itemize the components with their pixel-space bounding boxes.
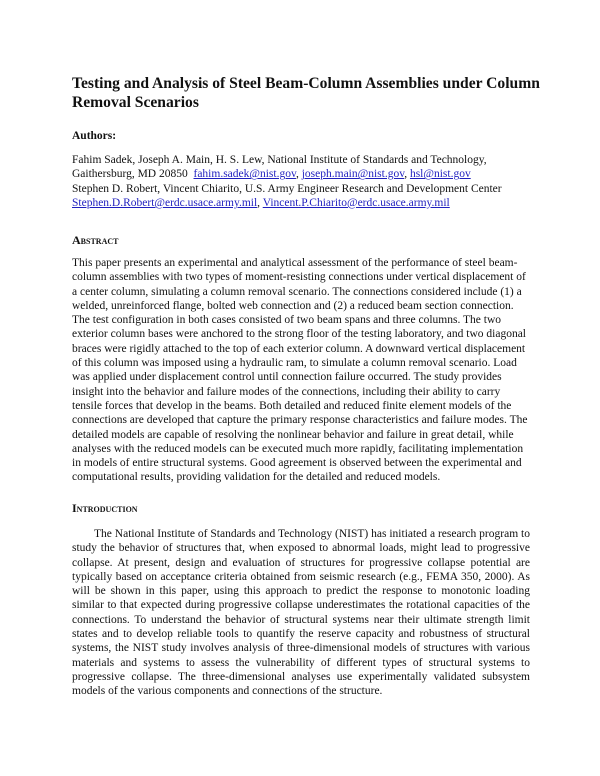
email-link[interactable]: Vincent.P.Chiarito@erdc.usace.army.mil bbox=[262, 196, 450, 209]
affiliation-line-1: Fahim Sadek, Joseph A. Main, H. S. Lew, National Institute of Standards and Technology, bbox=[72, 154, 487, 166]
email-link[interactable]: joseph.main@nist.gov bbox=[301, 168, 405, 181]
affiliation-line-4: Stephen.D.Robert@erdc.usace.army.mil, Vincent.P.Chiarito@erdc.usace.army.mil bbox=[72, 196, 450, 209]
author-affiliations bbox=[72, 153, 542, 210]
paper-title: Testing and Analysis of Steel Beam-Column Assemblies under Column Removal Scenarios bbox=[72, 75, 540, 111]
email-link[interactable]: fahim.sadek@nist.gov bbox=[193, 168, 296, 181]
abstract-heading: Abstract bbox=[72, 233, 119, 247]
affiliation-line-3: Stephen D. Robert, Vincent Chiarito, U.S. Army Engineer Research and Development Center bbox=[72, 182, 502, 195]
introduction-text: The National Institute of Standards and Technology (NIST) has initiated a research program to study the behavior of structures that, when exposed to abnormal loads, might lead to progressive collapse. At present, design and evaluation of structures for progressive collapse potential are typically based on acceptance criteria obtained from seismic research (e.g., FEMA 350, 2000). As will be shown in this paper, using this approach to predict the response to monotonic loading similar to that expected during progressive collapse underestimates the rotational capacities of the connections. To understand the behavior of structural systems near their ultimate strength limit states and to develop reliable tools to quantify the reserve capacity and robustness of structural systems, the NIST study involves analysis of three-dimensional models of structures with various materials and systems to assess the vulnerability of different types of structural systems to progressive collapse. The three-dimensional analyses use experimentally validated subsystem models of the various components and connections of the structure. bbox=[72, 528, 530, 698]
introduction-heading: Introduction bbox=[72, 501, 138, 515]
affiliation-line-2: Gaithersburg, MD 20850 fahim.sadek@nist.gov, joseph.main@nist.gov, hsl@nist.gov bbox=[72, 168, 471, 181]
email-link[interactable]: Stephen.D.Robert@erdc.usace.army.mil bbox=[72, 196, 258, 209]
abstract-text: This paper presents an experimental and analytical assessment of the performance of steel beam-column assemblies with two types of moment-resisting connections under vertical displacement of a center column, simulating a column removal scenario. The connections considered include (1) a welded, unreinforced flange, bolted web connection and (2) a reduced beam section connection. The test configuration in both cases consisted of two beam spans and three columns. The two exterior column bases were anchored to the strong floor of the testing laboratory, and two diagonal braces were rigidly attached to the top of each exterior column. A downward vertical displacement of this column was imposed using a hydraulic ram, to simulate a column removal scenario. Load was applied under displacement control until connection failure occurred. The study provides insight into the behavior and failure modes of the connections, including their ability to carry tensile forces that develop in the beams. Both detailed and reduced finite element models of the connections are developed that capture the primary response characteristics and failure modes. The detailed models are capable of resolving the nonlinear behavior and failure in great detail, while analyses with the reduced models can be executed much more rapidly, facilitating implementation in models of entire structural systems. Good agreement is observed between the experimental and computational results, providing validation for the detailed and reduced models. bbox=[72, 257, 528, 484]
email-link[interactable]: hsl@nist.gov bbox=[409, 168, 471, 181]
affiliation-address: Gaithersburg, MD 20850 bbox=[72, 168, 188, 181]
authors-heading: Authors: bbox=[72, 130, 117, 142]
